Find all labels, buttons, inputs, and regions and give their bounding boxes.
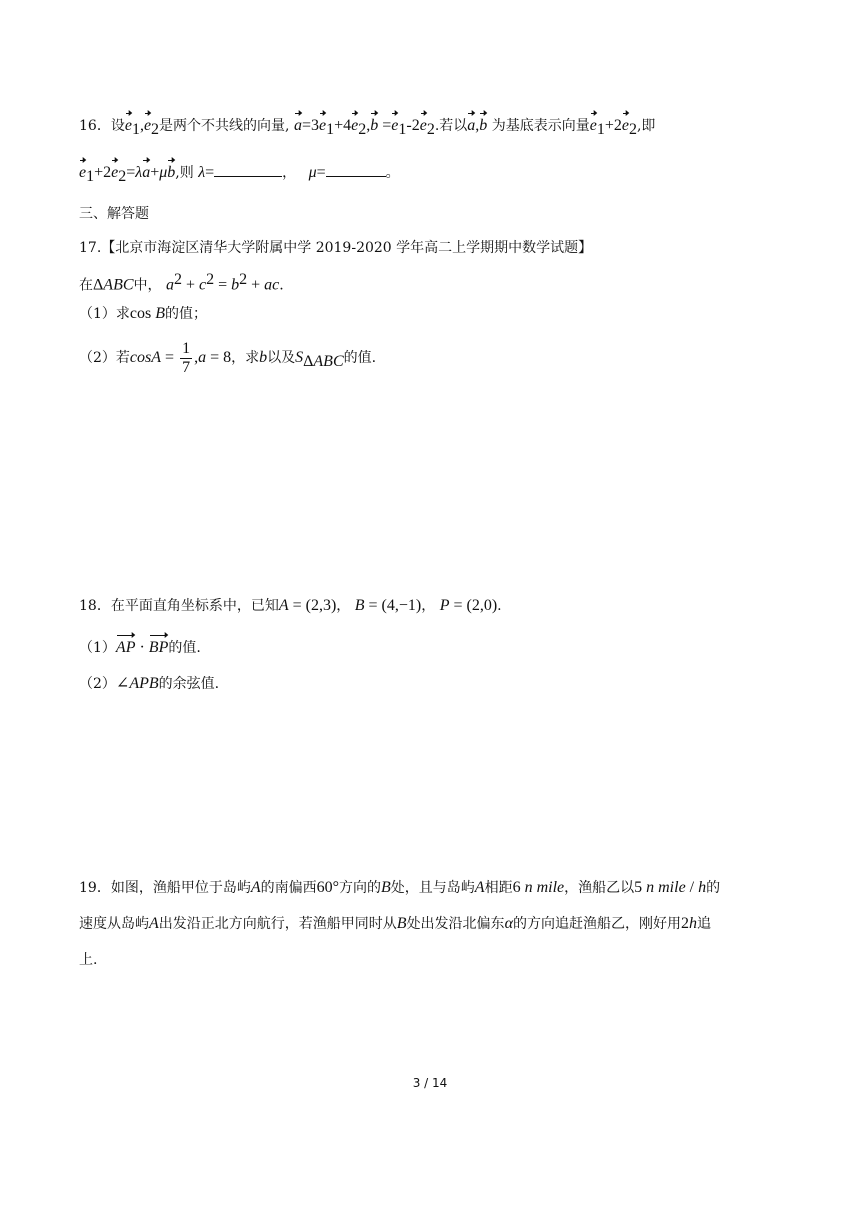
- q18-sep2: ，: [421, 598, 436, 614]
- q17-part2: （2）若cosA = $\frac{1}{7}$ ,a = 8，求b以及$S_{\Delta ABC}$的值.: [79, 339, 377, 376]
- q17-cond-mid: 中，: [133, 277, 162, 294]
- q17-p1-post: 的值；: [165, 306, 208, 322]
- q16-text2: .若以: [434, 118, 468, 134]
- q19-l2e: 追: [696, 916, 711, 932]
- q18-p2-post: 的余弦值.: [158, 676, 220, 692]
- q17-condition: 在ΔABC中， $a^2 + c^2 = b^2$ + ac.: [79, 271, 284, 294]
- q17-p1-pre: （1）求: [79, 306, 130, 322]
- q16-text1: 是两个不共线的向量,: [159, 118, 290, 134]
- q19-line3: 上.: [79, 952, 98, 968]
- q17-source: 17.【北京市海淀区清华大学附属中学 2019-2020 学年高二上学期期中数学试题】: [79, 240, 593, 256]
- lambda-blank[interactable]: [214, 162, 282, 177]
- q19-l1d: 处，且与岛屿: [390, 880, 475, 896]
- q17-p2-mid1: ，求: [231, 350, 260, 366]
- q17-p2-post: 的值.: [343, 350, 377, 366]
- q19-l2a: 速度从岛屿: [79, 916, 149, 932]
- q16-text5: ,则: [175, 165, 194, 181]
- q18-statement: 18．在平面直角坐标系中，已知A = (2,3)， B = (4,−1)， P = (2,0).: [79, 597, 502, 614]
- q17-cond-post: .: [279, 277, 284, 294]
- q19-l1f: ，渔船乙以: [564, 880, 635, 896]
- page-number: 3 / 14: [412, 1076, 448, 1090]
- q19-l1e: 相距: [484, 880, 513, 896]
- q18-pre: 18．在平面直角坐标系中，已知: [79, 598, 279, 614]
- q18-part1: （1）AP · BP的值.: [79, 639, 201, 656]
- q16-text6: ，: [282, 165, 297, 181]
- q16-text3: 为基底表示向量: [491, 118, 590, 134]
- section-title: 三、解答题: [79, 206, 149, 222]
- q19-l1c: 方向的: [339, 880, 382, 896]
- q16-line2: $e_1+2e_2=\lambda a+\mu b$,则 λ= ， μ= 。: [79, 164, 400, 185]
- q18-sep1: ，: [336, 598, 351, 614]
- q18-p1-post: 的值.: [168, 640, 201, 656]
- q18-p2-pre: （2）: [79, 676, 116, 692]
- q19-line2: 速度从岛屿A出发沿正北方向航行，若渔船甲同时从B处出发沿北偏东α的方向追赶渔船乙，刚好用2h追: [79, 915, 711, 932]
- q19-l1a: 19．如图，渔船甲位于岛屿: [79, 880, 251, 896]
- q17-part1: （1）求cos B的值；: [79, 305, 208, 322]
- q19-l1b: 的南偏西: [260, 880, 317, 896]
- q19-l1g: 的: [706, 880, 721, 896]
- q16-line1: 16．设$e_1,e_2$是两个不共线的向量, $a=3e_1+4e_2,b =e_1-2e_2$.若以a,b 为基底表示向量$e_1+2e_2$,即: [79, 117, 656, 138]
- q17-p2-pre: （2）若: [79, 350, 130, 366]
- mu-blank[interactable]: [326, 162, 386, 177]
- q18-post: .: [497, 598, 502, 614]
- q19-line1: 19．如图，渔船甲位于岛屿A的南偏西60°方向的B处，且与岛屿A相距6 n mile，渔船乙以5 n mile / h的: [79, 879, 721, 896]
- q18-p1-pre: （1）: [79, 640, 116, 656]
- q19-l2d: 的方向追赶渔船乙，刚好用: [512, 916, 681, 932]
- q17-cond-pre: 在: [79, 277, 93, 294]
- q16-number: 16．设: [79, 118, 125, 134]
- q16-text4: ,即: [636, 118, 656, 134]
- q16-text7: 。: [385, 165, 400, 181]
- q19-l2c: 处出发沿北偏东: [406, 916, 505, 932]
- q19-l2b: 出发沿正北方向航行，若渔船甲同时从: [158, 916, 397, 932]
- q17-p2-mid2: 以及: [267, 350, 296, 366]
- q18-part2: （2）∠APB的余弦值.: [79, 675, 220, 692]
